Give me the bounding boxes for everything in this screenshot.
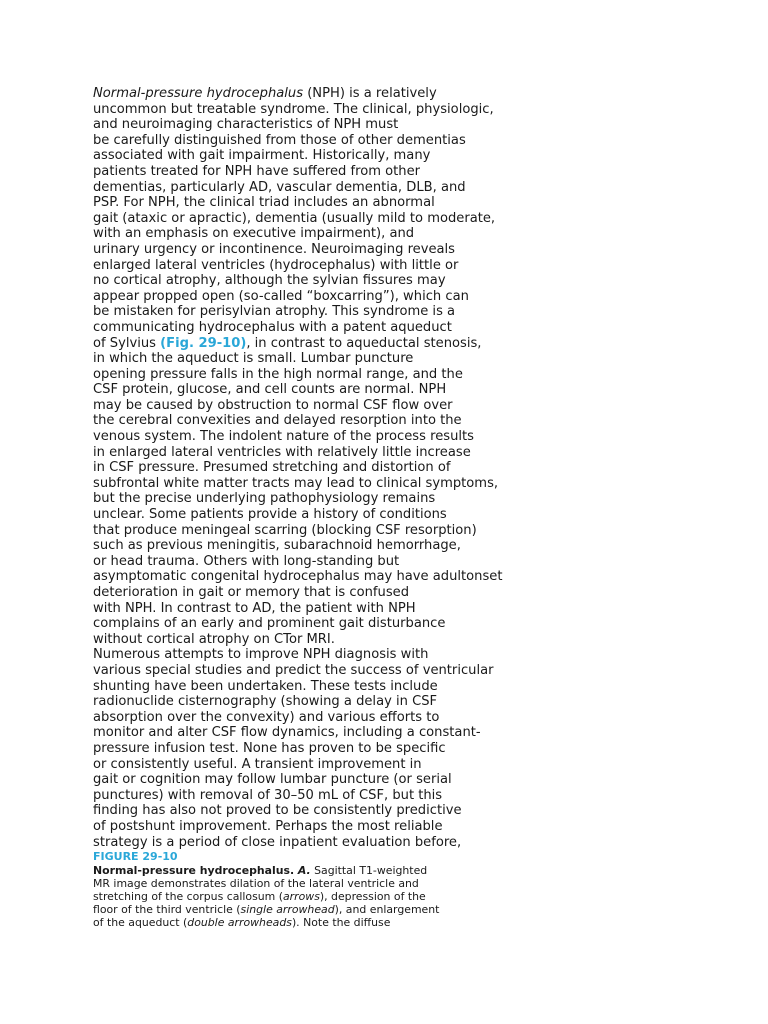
text-run: with an emphasis on executive impairment), and <box>93 226 415 242</box>
text-run: monitor and alter CSF flow dynamics, including a constant- <box>93 725 481 741</box>
body-line <box>93 725 563 741</box>
text-run: in which the aqueduct is small. Lumbar puncture <box>93 351 414 367</box>
text-run: unclear. Some patients provide a history of conditions <box>93 507 447 523</box>
body-line <box>93 164 563 180</box>
body-line <box>93 772 563 788</box>
text-run: enlarged lateral ventricles (hydrocephalus) with little or <box>93 257 459 273</box>
body-line <box>93 757 563 773</box>
text-run: no cortical atrophy, although the sylvian fissures may <box>93 273 446 289</box>
caption-line <box>93 903 563 916</box>
body-line <box>93 803 563 819</box>
article-body <box>93 86 563 850</box>
text-run: shunting have been undertaken. These tests include <box>93 678 438 694</box>
text-run: patients treated for NPH have suffered from other <box>93 163 421 179</box>
text-run: or head trauma. Others with long-standing but <box>93 553 400 569</box>
body-line <box>93 632 563 648</box>
text-run: in CSF pressure. Presumed stretching and distortion of <box>93 460 451 476</box>
text-run: dementias, particularly AD, vascular dementia, DLB, and <box>93 179 466 195</box>
text-run: be mistaken for perisylvian atrophy. This syndrome is a <box>93 304 456 320</box>
text-run: such as previous meningitis, subarachnoid hemorrhage, <box>93 538 461 554</box>
text-run: communicating hydrocephalus with a patent aqueduct <box>93 319 452 335</box>
body-line <box>93 117 563 133</box>
figure-caption <box>93 864 563 929</box>
text-run: venous system. The indolent nature of the process results <box>93 429 474 445</box>
body-line <box>93 554 563 570</box>
figure-label: FIGURE 29-10 <box>93 850 178 864</box>
text-run: uncommon but treatable syndrome. The clinical, physiologic, <box>93 101 494 117</box>
body-line <box>93 102 563 118</box>
text-run: PSP. For NPH, the clinical triad includes an abnormal <box>93 195 435 211</box>
body-line <box>93 211 563 227</box>
body-line <box>93 819 563 835</box>
text-run: subfrontal white matter tracts may lead to clinical symptoms, <box>93 475 499 491</box>
text-run: Sagittal T1-weighted <box>310 864 428 878</box>
body-line <box>93 679 563 695</box>
body-line <box>93 398 563 414</box>
text-run: deterioration in gait or memory that is confused <box>93 585 410 600</box>
body-line <box>93 741 563 757</box>
text-run: A. <box>297 864 311 878</box>
body-line <box>93 273 563 289</box>
body-line <box>93 694 563 710</box>
body-line <box>93 460 563 476</box>
body-line <box>93 445 563 461</box>
body-line <box>93 180 563 196</box>
text-run: double arrowheads <box>187 916 292 930</box>
body-line <box>93 336 563 352</box>
text-run: strategy is a period of close inpatient evaluation before, <box>93 834 462 850</box>
text-run: , in contrast to aqueductal stenosis, <box>246 335 482 351</box>
text-run: finding has also not proved to be consistently predictive <box>93 803 462 819</box>
body-line <box>93 351 563 367</box>
text-run: single arrowhead <box>240 903 335 917</box>
body-line <box>93 647 563 663</box>
text-run: arrows <box>283 890 320 904</box>
text-run: with NPH. In contrast to AD, the patient with NPH <box>93 600 416 616</box>
body-line <box>93 788 563 804</box>
caption-line <box>93 877 563 890</box>
body-line <box>93 320 563 336</box>
text-run: absorption over the convexity) and various efforts to <box>93 709 440 725</box>
text-run: urinary urgency or incontinence. Neuroimaging reveals <box>93 241 456 257</box>
text-run: of Sylvius <box>93 335 161 351</box>
body-line <box>93 382 563 398</box>
body-line <box>93 710 563 726</box>
caption-line <box>93 864 563 877</box>
body-line <box>93 835 563 851</box>
body-line <box>93 538 563 554</box>
text-run: punctures) with removal of 30–50 mL of CSF, but this <box>93 787 443 803</box>
text-run: of postshunt improvement. Perhaps the most reliable <box>93 818 443 834</box>
text-run: but the precise underlying pathophysiology remains <box>93 491 436 507</box>
text-run: gait or cognition may follow lumbar puncture (or serial <box>93 772 452 788</box>
text-run: gait (ataxic or apractic), dementia (usually mild to moderate, <box>93 210 496 226</box>
body-line <box>93 258 563 274</box>
text-run: in enlarged lateral ventricles with relatively little increase <box>93 444 471 460</box>
text-run: may be caused by obstruction to normal CSF flow over <box>93 397 453 413</box>
body-line <box>93 242 563 258</box>
text-run: radionuclide cisternography (showing a delay in CSF <box>93 694 438 710</box>
body-line <box>93 663 563 679</box>
text-run: stretching of the corpus callosum ( <box>93 890 283 904</box>
body-line <box>93 429 563 445</box>
body-line <box>93 226 563 242</box>
text-run: opening pressure falls in the high normal range, and the <box>93 366 463 382</box>
text-run: or consistently useful. A transient improvement in <box>93 756 422 772</box>
body-line <box>93 304 563 320</box>
body-line <box>93 86 563 102</box>
text-run: ). Note the diffuse <box>291 916 391 930</box>
text-run: Normal-pressure hydrocephalus. <box>93 864 298 878</box>
text-run: the cerebral convexities and delayed resorption into the <box>93 413 462 429</box>
text-run: associated with gait impairment. Historically, many <box>93 148 431 164</box>
text-run: and neuroimaging characteristics of NPH must <box>93 117 399 133</box>
body-line <box>93 491 563 507</box>
text-run: Numerous attempts to improve NPH diagnosis with <box>93 647 429 663</box>
body-line <box>93 133 563 149</box>
body-line <box>93 523 563 539</box>
caption-line <box>93 916 563 929</box>
body-line <box>93 195 563 211</box>
body-line <box>93 289 563 305</box>
text-run: that produce meningeal scarring (blocking CSF resorption) <box>93 522 477 538</box>
text-run: (NPH) is a relatively <box>303 86 437 101</box>
text-run: various special studies and predict the success of ventricular <box>93 662 494 678</box>
text-run: Normal-pressure hydrocephalus <box>93 86 304 101</box>
text-run: ), and enlargement <box>334 903 440 917</box>
body-line <box>93 413 563 429</box>
caption-line <box>93 890 563 903</box>
text-run: MR image demonstrates dilation of the lateral ventricle and <box>93 877 419 891</box>
body-line <box>93 585 563 601</box>
text-run: appear propped open (so-called “boxcarring”), which can <box>93 288 469 304</box>
figure-reference-link[interactable]: (Fig. 29-10) <box>160 335 247 351</box>
document-page <box>93 86 563 930</box>
body-line <box>93 476 563 492</box>
text-run: without cortical atrophy on CTor MRI. <box>93 631 335 647</box>
text-run: complains of an early and prominent gait disturbance <box>93 616 446 632</box>
text-run: pressure infusion test. None has proven to be specific <box>93 740 446 756</box>
text-run: asymptomatic congenital hydrocephalus may have adultonset <box>93 569 503 585</box>
body-line <box>93 569 563 585</box>
text-run: be carefully distinguished from those of other dementias <box>93 132 466 148</box>
text-run: ), depression of the <box>319 890 426 904</box>
body-line <box>93 601 563 617</box>
body-line <box>93 616 563 632</box>
body-line <box>93 148 563 164</box>
text-run: of the aqueduct ( <box>93 916 188 930</box>
text-run: floor of the third ventricle ( <box>93 903 241 917</box>
text-run: CSF protein, glucose, and cell counts are normal. NPH <box>93 382 447 398</box>
body-line <box>93 367 563 383</box>
body-line <box>93 507 563 523</box>
